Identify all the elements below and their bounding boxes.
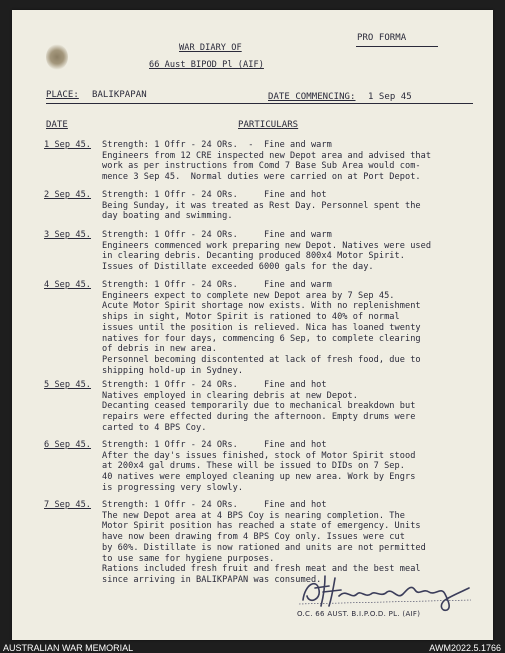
document-page (12, 10, 493, 640)
entry-text-line: The new Depot area at 4 BPS Coy is nearing completion. The (102, 510, 405, 521)
handwritten-signature (295, 570, 475, 612)
pro-forma-underline (356, 46, 438, 47)
entry-text-line: Acute Motor Spirit shortage now exists. With no replenishment (102, 301, 421, 312)
footer-institution: AUSTRALIAN WAR MEMORIAL (3, 643, 134, 653)
entry-date: 5 Sep 45. (44, 380, 92, 390)
date-commencing-label: DATE COMMENCING: (268, 92, 356, 102)
entry-date: 6 Sep 45. (44, 440, 92, 450)
entry-strength-line: Strength: 1 Offr - 24 ORs. - Fine and warm (102, 140, 332, 150)
column-header-date: DATE (46, 120, 68, 130)
footer-accession-number: AWM2022.5.1766 (429, 643, 501, 653)
column-header-particulars: PARTICULARS (238, 120, 299, 130)
entry-date: 4 Sep 45. (44, 280, 92, 290)
entry-text-line: Decanting ceased temporarily due to mechanical breakdown but (102, 401, 416, 412)
entry-strength-line: Strength: 1 Offr - 24 ORs. Fine and hot (102, 500, 327, 510)
entry-strength-line: Strength: 1 Offr - 24 ORs. Fine and hot (102, 380, 327, 390)
entry-text-line: repairs were effected during the afternoon. Empty drums were (102, 412, 416, 423)
entry-text-line: since arriving in BALIKPAPAN was consumed. (102, 574, 322, 585)
entry-text-line: in clearing debris. Decanting produced 800x4 Motor Spirit. (102, 251, 405, 262)
entry-date: 3 Sep 45. (44, 230, 92, 240)
pro-forma-label: PRO FORMA (357, 33, 407, 43)
header-rule (46, 103, 473, 104)
entry-text-line: Engineers commenced work preparing new Depot. Natives were used (102, 240, 432, 251)
entry-text-line: by 60%. Distillate is now rationed and units are not permitted (102, 542, 426, 553)
entry-text-line: 40 natives were employed cleaning up new area. Work by Engrs (102, 472, 416, 483)
entry-strength-line: Strength: 1 Offr - 24 ORs. Fine and warm (102, 230, 332, 240)
entry-text-line: to use same for hygiene purposes. (102, 553, 275, 564)
place-label: PLACE: (46, 90, 79, 100)
entry-strength-line: Strength: 1 Offr - 24 ORs. Fine and hot (102, 190, 327, 200)
entry-text-line: natives for four days, commencing 6 Sep, to complete clearing (102, 333, 421, 344)
date-commencing-value: 1 Sep 45 (368, 92, 412, 102)
entry-date: 2 Sep 45. (44, 190, 92, 200)
entry-text-line: mence 3 Sep 45. Normal duties were carried on at Port Depot. (102, 172, 421, 183)
entry-text-line: Natives employed in clearing debris at new Depot. (102, 390, 358, 401)
entry-text-line: day boating and swimming. (102, 211, 233, 222)
entry-text-line: shipping hold-up in Sydney. (102, 365, 244, 376)
entry-text-line: Motor Spirit position has reached a state of emergency. Units (102, 521, 421, 532)
entry-strength-line: Strength: 1 Offr - 24 ORs. Fine and hot (102, 440, 327, 450)
entry-text-line: ships in sight, Motor Spirit is rationed to 40% of normal (102, 312, 400, 323)
diary-title: WAR DIARY OF (179, 43, 242, 53)
entry-text-line: is progressing very slowly. (102, 482, 244, 493)
entry-text-line: carted to 4 BPS Coy. (102, 422, 207, 433)
entry-text-line: at 200x4 gal drums. These will be issued to DIDs on 7 Sep. (102, 461, 405, 472)
unit-name: 66 Aust BIPOD Pl (AIF) (149, 60, 264, 70)
entry-text-line: Issues of Distillate exceeded 6000 gals for the day. (102, 262, 374, 273)
entry-text-line: have now been drawing from 4 BPS Coy only. Issues were cut (102, 532, 405, 543)
place-value: BALIKPAPAN (92, 90, 147, 100)
entry-text-line: issues until the position is relieved. Nica has loaned twenty (102, 322, 421, 333)
entry-text-line: After the day's issues finished, stock of Motor Spirit stood (102, 450, 416, 461)
entry-date: 7 Sep 45. (44, 500, 92, 510)
entry-date: 1 Sep 45. (44, 140, 92, 150)
signature-caption: O.C. 66 AUST. B.I.P.O.D. PL. (AIF) (297, 610, 421, 618)
entry-text-line: Being Sunday, it was treated as Rest Day. Personnel spent the (102, 200, 421, 211)
entry-text-line: Rations included fresh fruit and fresh meat and the best meal (102, 564, 421, 575)
entry-text-line: Engineers from 12 CRE inspected new Depot area and advised that (102, 150, 432, 161)
entry-strength-line: Strength: 1 Offr - 24 ORs. Fine and warm (102, 280, 332, 290)
entry-text-line: work as per instructions from Comd 7 Base Sub Area would com- (102, 161, 421, 172)
ink-stain (46, 44, 68, 70)
entry-text-line: of debris in new area. (102, 344, 217, 355)
entry-text-line: Engineers expect to complete new Depot area by 7 Sep 45. (102, 290, 395, 301)
entry-text-line: Personnel becoming discontented at lack of fresh food, due to (102, 354, 421, 365)
